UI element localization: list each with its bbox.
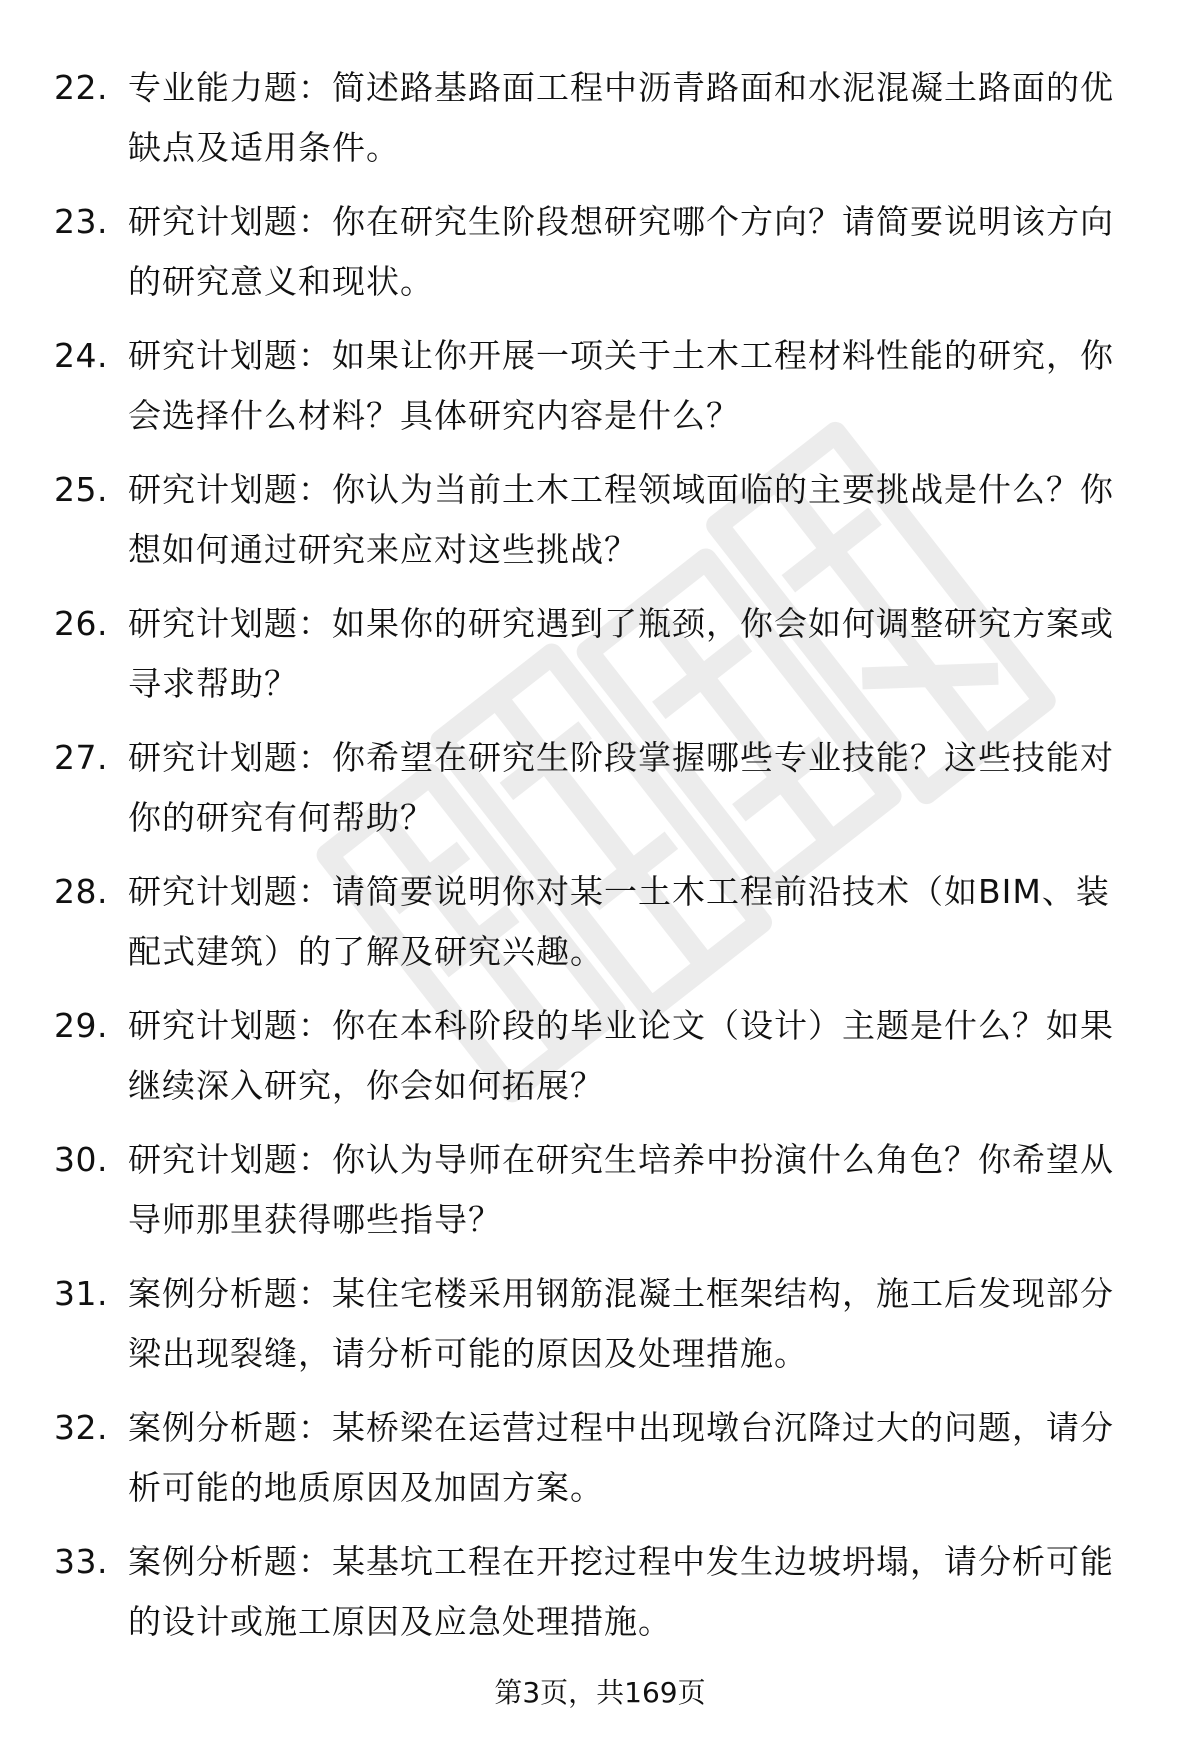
page-number-label: 第3页，共169页 (494, 1676, 706, 1709)
question-text: 案例分析题：某桥梁在运营过程中出现墩台沉降过大的问题，请分析可能的地质原因及加固方案。 (128, 1408, 1114, 1507)
question-number: 24. (54, 336, 108, 375)
question-text: 专业能力题：简述路基路面工程中沥青路面和水泥混凝土路面的优缺点及适用条件。 (128, 68, 1114, 167)
question-number: 30. (54, 1140, 108, 1179)
page-footer (0, 1673, 1200, 1713)
question-item (0, 48, 1200, 182)
question-number: 31. (54, 1274, 108, 1313)
question-list (0, 48, 1200, 1656)
question-text: 研究计划题：你希望在研究生阶段掌握哪些专业技能？这些技能对你的研究有何帮助？ (128, 738, 1114, 837)
question-item (0, 1120, 1200, 1254)
question-text: 案例分析题：某住宅楼采用钢筋混凝土框架结构，施工后发现部分梁出现裂缝，请分析可能的原因及处理措施。 (128, 1274, 1114, 1373)
question-number: 28. (54, 872, 108, 911)
question-text: 案例分析题：某基坑工程在开挖过程中发生边坡坍塌，请分析可能的设计或施工原因及应急处理措施。 (128, 1542, 1114, 1641)
question-item (0, 316, 1200, 450)
question-item (0, 182, 1200, 316)
question-number: 32. (54, 1408, 108, 1447)
question-text: 研究计划题：你在研究生阶段想研究哪个方向？请简要说明该方向的研究意义和现状。 (128, 202, 1114, 301)
question-number: 33. (54, 1542, 108, 1581)
question-item (0, 1522, 1200, 1656)
question-item (0, 1388, 1200, 1522)
question-number: 22. (54, 68, 108, 107)
question-text: 研究计划题：如果让你开展一项关于土木工程材料性能的研究，你会选择什么材料？具体研究内容是什么？ (128, 336, 1114, 435)
question-number: 26. (54, 604, 108, 643)
question-text: 研究计划题：你认为当前土木工程领域面临的主要挑战是什么？你想如何通过研究来应对这些挑战？ (128, 470, 1114, 569)
question-item (0, 852, 1200, 986)
question-number: 29. (54, 1006, 108, 1045)
question-number: 25. (54, 470, 108, 509)
question-number: 23. (54, 202, 108, 241)
question-item (0, 450, 1200, 584)
question-item (0, 718, 1200, 852)
question-text: 研究计划题：请简要说明你对某一土木工程前沿技术（如BIM、装配式建筑）的了解及研究兴趣。 (128, 872, 1110, 971)
question-number: 27. (54, 738, 108, 777)
question-text: 研究计划题：你认为导师在研究生培养中扮演什么角色？你希望从导师那里获得哪些指导？ (128, 1140, 1114, 1239)
question-item (0, 584, 1200, 718)
question-item (0, 986, 1200, 1120)
question-text: 研究计划题：如果你的研究遇到了瓶颈，你会如何调整研究方案或寻求帮助？ (128, 604, 1114, 703)
question-item (0, 1254, 1200, 1388)
question-text: 研究计划题：你在本科阶段的毕业论文（设计）主题是什么？如果继续深入研究，你会如何拓展？ (128, 1006, 1114, 1105)
